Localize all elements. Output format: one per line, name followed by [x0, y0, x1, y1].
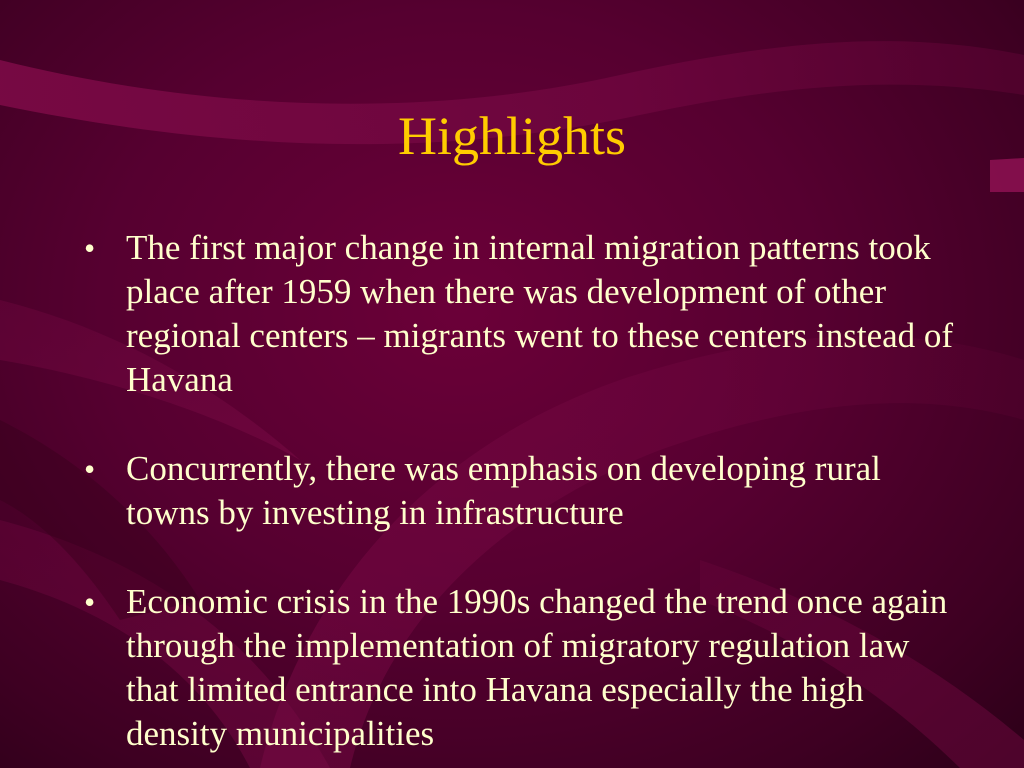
bullet-text: The first major change in internal migration patterns took place after 1959 when there was development of other regional centers – migrants went to these centers instead of Havana — [126, 228, 954, 399]
bullet-marker: • — [84, 230, 96, 266]
bullet-text: Economic crisis in the 1990s changed the trend once again through the implementation of migratory regulation law that limited entrance into Havana especially the high density municipalities — [126, 582, 948, 753]
bullet-text: Concurrently, there was emphasis on developing rural towns by investing in infrastructure — [126, 449, 881, 532]
bullet-item-economic-crisis — [0, 580, 1024, 756]
slide-title: Highlights — [397, 106, 627, 166]
bullet-marker: • — [84, 584, 96, 620]
bullet-item-internal-migration — [0, 226, 1024, 402]
bullet-list — [0, 226, 1024, 768]
bullet-marker: • — [84, 451, 96, 487]
bullet-item-rural-towns — [0, 447, 1024, 535]
